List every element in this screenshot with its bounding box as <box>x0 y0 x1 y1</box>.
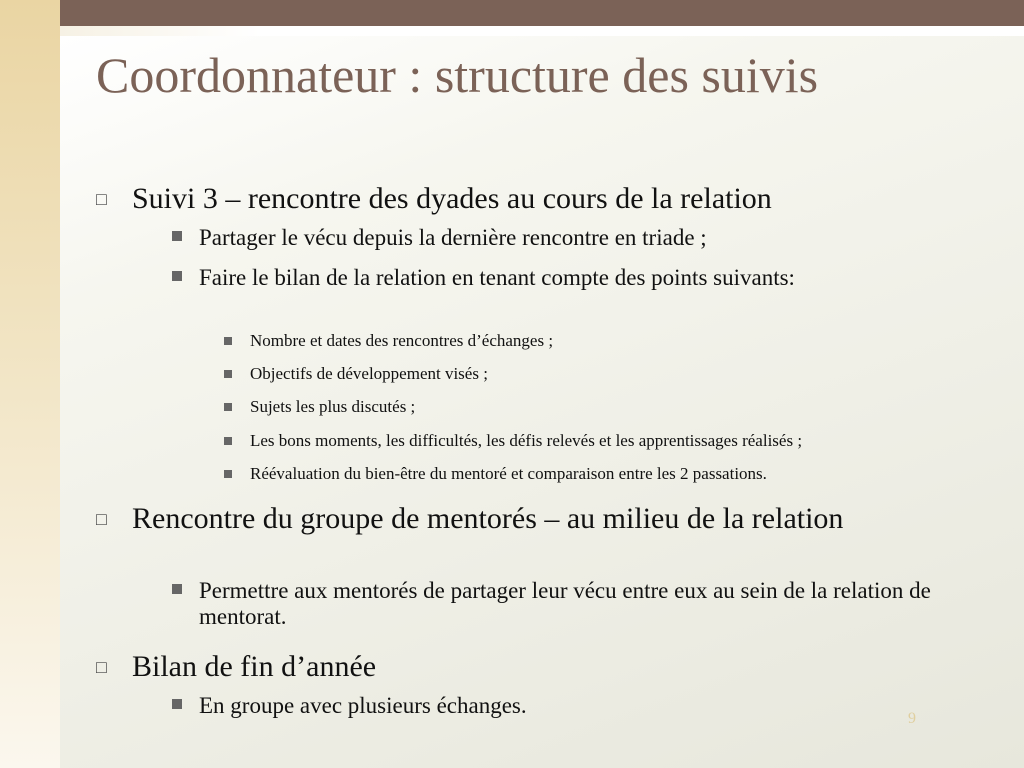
top-accent-bar <box>60 0 1024 26</box>
square-bullet-icon <box>172 699 182 709</box>
detail-item-bons-moments <box>224 431 984 451</box>
hollow-square-bullet-icon: □ <box>96 657 107 677</box>
sub-item-label: Partager le vécu depuis la dernière rencontre en triade ; <box>199 225 707 250</box>
slide-title: Coordonnateur : structure des suivis <box>96 47 819 103</box>
detail-item-label: Nombre et dates des rencontres d’échanges ; <box>250 331 554 350</box>
detail-item-label: Les bons moments, les difficultés, les défis relevés et les apprentissages réalisés ; <box>250 431 803 450</box>
sub-item-faire-bilan <box>172 265 962 291</box>
sub-item-partager-vecu <box>172 225 962 251</box>
side-decoration-band <box>0 0 60 768</box>
sub-item-en-groupe <box>172 693 962 719</box>
bullet-item-label: Bilan de fin d’année <box>132 650 377 683</box>
detail-item-label: Sujets les plus discutés ; <box>250 397 416 416</box>
bullet-item-bilan-fin-annee <box>96 650 996 684</box>
detail-item-nombre-dates <box>224 331 984 351</box>
bullet-item-rencontre-groupe <box>96 502 996 536</box>
bullet-item-label: Suivi 3 – rencontre des dyades au cours de la relation <box>132 182 772 215</box>
hollow-square-bullet-icon: □ <box>96 509 107 529</box>
detail-item-objectifs <box>224 364 984 384</box>
square-bullet-icon <box>172 584 182 594</box>
detail-item-label: Réévaluation du bien-être du mentoré et comparaison entre les 2 passations. <box>250 464 767 483</box>
detail-item-label: Objectifs de développement visés ; <box>250 364 488 383</box>
small-square-bullet-icon <box>224 403 232 411</box>
sub-item-permettre-mentores <box>172 578 962 630</box>
page-number: 9 <box>908 710 916 727</box>
bullet-item-suivi-3 <box>96 182 996 216</box>
hollow-square-bullet-icon: □ <box>96 189 107 209</box>
detail-item-reevaluation <box>224 464 984 484</box>
square-bullet-icon <box>172 231 182 241</box>
small-square-bullet-icon <box>224 370 232 378</box>
bullet-item-label: Rencontre du groupe de mentorés – au milieu de la relation <box>132 502 844 535</box>
small-square-bullet-icon <box>224 470 232 478</box>
small-square-bullet-icon <box>224 437 232 445</box>
detail-item-sujets <box>224 397 984 417</box>
small-square-bullet-icon <box>224 337 232 345</box>
sub-item-label: En groupe avec plusieurs échanges. <box>199 693 527 718</box>
square-bullet-icon <box>172 271 182 281</box>
sub-item-label: Faire le bilan de la relation en tenant compte des points suivants: <box>199 265 795 290</box>
sub-item-label: Permettre aux mentorés de partager leur vécu entre eux au sein de la relation de mentorat. <box>199 578 931 629</box>
